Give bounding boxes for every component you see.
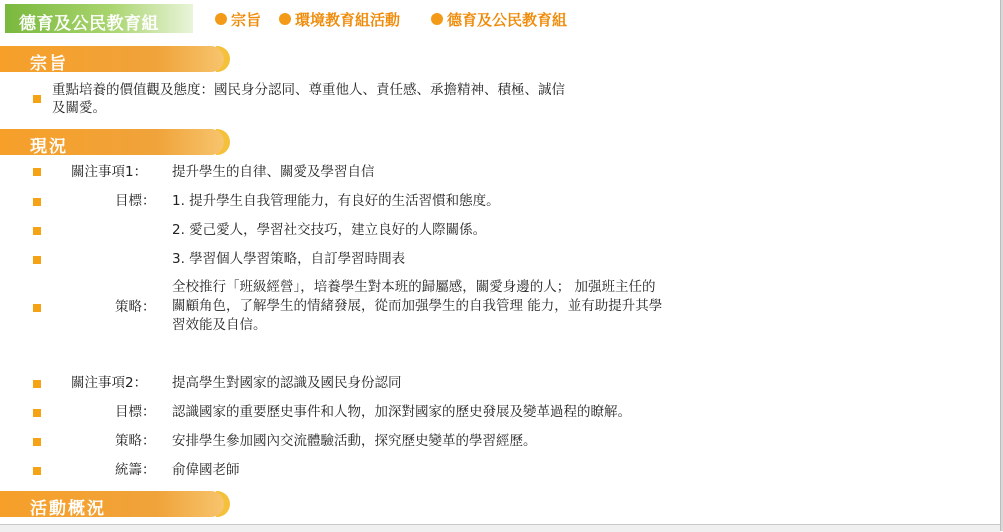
focus2-coordinator: 俞偉國老師 [172, 462, 240, 478]
purpose-text-line2: 及關愛。 [52, 100, 106, 116]
bullet-square-icon [33, 95, 41, 103]
focus2-goal-label: 目標： [115, 404, 156, 420]
focus1-value: 提升學生的自律、關愛及學習自信 [172, 164, 375, 180]
focus2-strategy-label: 策略： [115, 433, 156, 449]
page-title-tab [5, 4, 193, 33]
bullet-dot-icon [431, 13, 443, 25]
focus1-strategy-label: 策略： [115, 299, 156, 315]
bullet-square-icon [33, 227, 41, 235]
focus1-goal-label: 目標： [115, 193, 156, 209]
nav-link-environment[interactable]: 環境教育組活動 [279, 10, 400, 28]
focus1-strategy-line3: 習效能及自信。 [172, 317, 267, 333]
bullet-square-icon [33, 467, 41, 475]
focus1-strategy-line2: 關顧角色，了解學生的情緒發展，從而加强學生的自我管理 能力，並有助提升其學 [172, 298, 663, 314]
focus2-label: 關注事項2： [71, 375, 148, 391]
focus2-goal: 認識國家的重要歷史事件和人物，加深對國家的歷史發展及變革過程的瞭解。 [172, 404, 631, 420]
focus2-value: 提高學生對國家的認識及國民身份認同 [172, 375, 402, 391]
bullet-square-icon [33, 380, 41, 388]
section-header-purpose: 宗旨 [0, 46, 224, 72]
nav-link-purpose[interactable]: 宗旨 [215, 10, 261, 28]
nav-link-moral-civic[interactable]: 德育及公民教育組 [431, 10, 567, 28]
focus1-goal-1: 1. 提升學生自我管理能力，有良好的生活習慣和態度。 [172, 193, 500, 209]
focus2-coordinator-label: 統籌： [115, 462, 156, 478]
bullet-square-icon [33, 304, 41, 312]
bullet-square-icon [33, 256, 41, 264]
focus2-strategy: 安排學生參加國內交流體驗活動，探究歷史變革的學習經歷。 [172, 433, 537, 449]
focus1-goal-2: 2. 愛己愛人，學習社交技巧，建立良好的人際關係。 [172, 222, 487, 238]
purpose-text-line1: 重點培養的價值觀及態度：國民身分認同、尊重他人、責任感、承擔精神、積極、誠信 [52, 82, 565, 98]
bullet-dot-icon [215, 13, 227, 25]
page-title: 德育及公民教育組 [19, 14, 159, 34]
bullet-square-icon [33, 409, 41, 417]
section-header-status: 現況 [0, 129, 224, 155]
focus1-strategy-line1: 全校推行「班級經營」，培養學生對本班的歸屬感，關愛身邊的人； 加强班主任的 [172, 279, 656, 295]
bullet-square-icon [33, 198, 41, 206]
focus1-label: 關注事項1： [71, 164, 148, 180]
section-header-activities: 活動概況 [0, 491, 224, 517]
bullet-square-icon [33, 168, 41, 176]
focus1-goal-3: 3. 學習個人學習策略，自訂學習時間表 [172, 251, 406, 267]
bullet-square-icon [33, 438, 41, 446]
bullet-dot-icon [279, 13, 291, 25]
